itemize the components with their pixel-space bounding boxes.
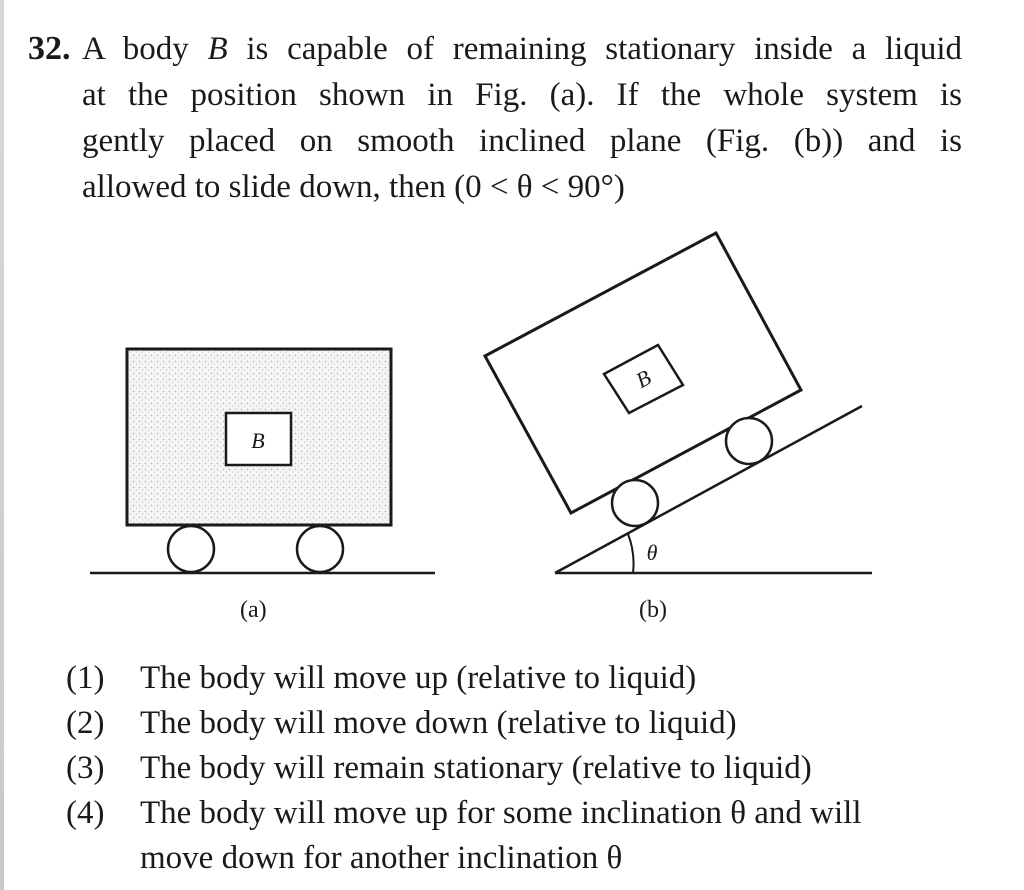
option-1[interactable]	[66, 656, 966, 701]
figure-b-caption: (b)	[639, 597, 667, 623]
option-4[interactable]	[66, 791, 966, 881]
angle-arc	[628, 534, 634, 573]
option-4-number: (4)	[66, 795, 105, 831]
question-line-1-post: is capable of remaining stationary inside a liquid	[227, 31, 963, 67]
option-3-text: The body will remain stationary (relative to liquid)	[140, 750, 812, 786]
figure-b	[485, 233, 872, 573]
option-1-number: (1)	[66, 660, 105, 696]
figure-a-caption: (a)	[240, 597, 267, 623]
angle-theta-label: θ	[646, 540, 658, 565]
options-list	[66, 656, 966, 881]
question-line-2: at the position shown in Fig. (a). If the whole system is	[82, 77, 962, 113]
option-2-number: (2)	[66, 705, 105, 741]
option-3[interactable]	[66, 746, 966, 791]
wheel-lower-b	[612, 480, 658, 526]
body-b-label-b: B	[631, 364, 656, 393]
option-3-number: (3)	[66, 750, 105, 786]
wheel-left-a	[168, 526, 214, 572]
wheel-right-a	[297, 526, 343, 572]
question-line-1-pre: A body	[82, 31, 208, 67]
body-variable: B	[207, 31, 228, 67]
option-1-text: The body will move up (relative to liquid)	[140, 660, 697, 696]
question-line-4: allowed to slide down, then (0 < θ < 90°)	[82, 169, 625, 205]
option-2[interactable]	[66, 701, 966, 746]
option-4-text	[140, 791, 966, 881]
question-line-3: gently placed on smooth inclined plane (Fig. (b)) and is	[82, 123, 962, 159]
question-number: 32.	[28, 30, 71, 67]
wheel-upper-b	[726, 418, 772, 464]
option-2-text: The body will move down (relative to liquid)	[140, 705, 737, 741]
option-4-text-line-1: The body will move up for some inclination θ and will	[140, 795, 862, 831]
body-b-label-a: B	[251, 428, 265, 453]
figure-a	[90, 349, 435, 573]
option-4-text-line-2: move down for another inclination θ	[140, 840, 623, 876]
